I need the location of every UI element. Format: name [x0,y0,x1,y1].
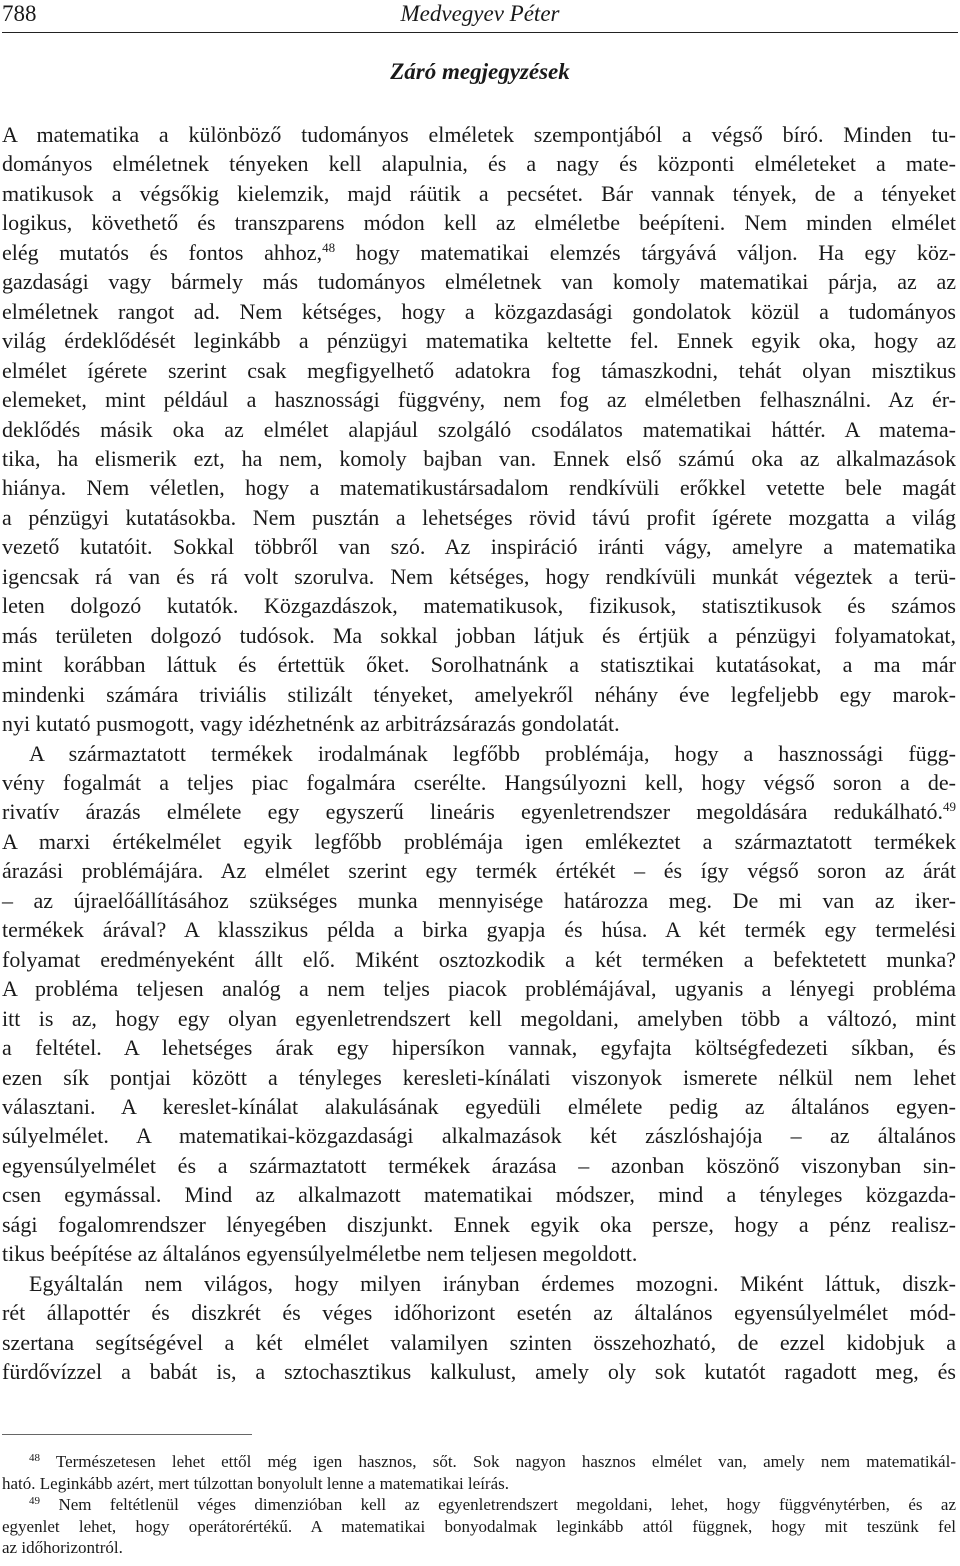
text-line: deklődés másik oka az elmélet alapjául szolgáló csodálatos matematikai háttér. A matema- [2,416,956,442]
text-line: ezen sík pontjai között a tényleges keresleti-kínálati viszonyok ismerete nélkül nem lehet [2,1064,956,1090]
text-line: elméletnek rangot ad. Nem kétséges, hogy a közgazdasági gondolatok közül a tudományos [2,298,956,324]
body-text [2,120,956,1386]
text-line: A matematika a különböző tudományos elméletek szempontjából a végső bíró. Minden tu- [2,122,956,147]
text-line: termékek árával? A klasszikus példa a birka gyapja és húsa. A két termék egy termelési [2,917,956,943]
text-line: a feltétel. A lehetséges árak egy hipersíkon vannak, egyfajta költségfedezeti síkban, és [2,1035,956,1061]
page-number: 788 [2,1,37,26]
footnote-48 [2,1451,956,1473]
footnote-number: 49 [29,1495,40,1507]
text-line: vezető kutatóit. Sokkal többről van szó. Az inspiráció iránti vágy, amelyre a matematika [2,534,956,560]
footnote-48-cont: ható. Leginkább azért, mert túlzottan bonyolult lenne a matematikai leírás. [2,1473,509,1493]
text-line: elemeket, mint például a hasznossági függvény, nem fog az elméletben felhasználni. Az ér- [2,387,956,413]
footnote-number: 48 [29,1452,40,1464]
text-line: folyamat eredményeként állt elő. Miként osztozkodik a két terméken a befektetett munka? [2,946,956,972]
text-line: leten dolgozó kutatók. Közgazdászok, matematikusok, fizikusok, statisztikusok és számos [2,593,956,619]
text-line: A probléma teljesen analóg a nem teljes piacok problémájával, ugyanis a lényegi probléma [2,976,956,1002]
text-line: fürdővízzel a babát is, a sztochasztikus kalkulust, amely oly sok kutatót ragadott meg, és [2,1359,956,1385]
page-header [2,0,958,33]
footnote-ref-48[interactable]: 48 [322,239,336,255]
text-line: a pénzügyi kutatásokba. Nem pusztán a lehetséges rövid távú profit ígérete mozgatta a világ [2,504,956,530]
text-line: szertana segítségével a két elmélet valamilyen szinten összehozható, de ezzel kidobjuk a [2,1329,956,1355]
text-fragment: elég mutatós és fontos ahhoz, [2,239,323,265]
text-line: rét állapottér és diszkrét és véges időhorizont esetén az általános egyensúlyelmélet mód- [2,1300,956,1326]
text-line: itt is az, hogy egy olyan egyenletrendszert kell megoldani, amelyben több a változó, mint [2,1005,956,1031]
text-line: mindenki számára triviális stilizált tényeket, amelyekről néhány éve legfeljebb egy marok- [2,681,956,707]
text-line: elmélet ígérete szerint csak megfigyelhető adatokra fog támaszkodni, tehát olyan misztikus [2,357,956,383]
text-line: logikus, követhető és transzparens módon kell az elméletbe beépíteni. Nem minden elmélet [2,210,956,236]
text-line: matikusok a végsőkig kielemzik, majd ráütik a pecsétet. Bár vannak tények, de a tényeket [2,180,956,206]
text-line: nyi kutató pusmogott, vagy idézhetnénk az arbitrázsárazás gondolatát. [2,711,620,737]
text-fragment: Egyáltalán nem világos, hogy milyen irányban érdemes mozogni. Miként láttuk, diszk- [29,1270,956,1296]
text-line: sági fogalomrendszer lényegében diszjunkt. Ennek egyik oka persze, hogy a pénz realisz- [2,1211,956,1237]
footnote-text: Nem feltétlenül véges dimenzióban kell az egyenletrendszert megoldani, lehet, hogy függvénytérben, és az [58,1495,957,1514]
section-title: Záró megjegyzések [390,59,570,84]
text-line: hiánya. Nem véletlen, hogy a matematikustársadalom rendkívüli erőkkel vetette bele magát [2,475,956,501]
footnote-text: Természetesen lehet ettől még igen hasznos, sőt. Sok nagyon hasznos elmélet van, amely nem matematikál- [55,1452,956,1471]
text-line: mint korábban láttuk és értettük őket. Sorolhatnánk a statisztikai kutatásokat, a ma már [2,652,956,678]
text-line [2,1269,956,1298]
footnotes [2,1451,956,1559]
text-fragment: A származtatott termékek irodalmának legfőbb problémája, hogy a hasznossági függ- [29,740,956,766]
text-line [2,739,956,768]
footnote-49 [2,1494,956,1516]
text-line: gazdasági vagy bármely más tudományos elméletnek van komoly matematikai párja, az az [2,269,956,295]
text-line: más területen dolgozó tudósok. Ma sokkal jobban látjuk és értjük a pénzügyi folyamatokat, [2,622,956,648]
text-line: igencsak rá van és rá volt szorulva. Nem kétséges, hogy rendkívüli munkát végeztek a terü- [2,563,956,589]
text-line: egyensúlyelmélet és a származtatott termékek árazása – azonban köszönő viszonyban sin- [2,1152,956,1178]
text-line: vény fogalmát a teljes piac fogalmára cserélte. Hangsúlyozni kell, hogy végső soron a de- [2,769,956,795]
footnote-49-cont: egyenlet lehet, hogy operátorértékű. A matematikai bonyodalmak leginkább attól függnek, hogy mit teszünk fel [2,1516,956,1536]
text-line: választani. A kereslet-kínálat alakulásának egyedüli elmélete pedig az általános egyen- [2,1093,956,1119]
running-head-author: Medvegyev Péter [400,1,560,26]
footnote-divider [2,1434,252,1435]
text-line: tika, ha elismerik ezt, ha nem, komoly bajban van. Ennek első számú oka az alkalmazások [2,445,956,471]
text-line [2,238,956,267]
footnote-ref-49[interactable]: 49 [943,799,956,815]
text-line [2,797,956,826]
text-line: világ érdeklődését leginkább a pénzügyi matematika keltette fel. Ennek egyik oka, hogy az [2,328,956,354]
text-line: – az újraelőállításához szükséges munka mennyisége határozza meg. De mi van az iker- [2,887,956,913]
text-fragment: rivatív árazás elmélete egy egyszerű lineáris egyenletrendszer megoldására redukálható. [2,799,943,825]
text-line: súlyelmélet. A matematikai-közgazdasági alkalmazások két zászlóshajója – az általános [2,1123,956,1149]
footnote-49-cont: az időhorizontról. [2,1538,123,1557]
text-line: tikus beépítése az általános egyensúlyelméletbe nem teljesen megoldott. [2,1241,638,1267]
text-line: dományos elméletnek tényeken kell alapulnia, és a nagy és központi elméleteket a mate- [2,151,956,177]
text-line: csen egymással. Mind az alkalmazott matematikai módszer, mind a tényleges közgazda- [2,1182,956,1208]
text-fragment: hogy matematikai elemzés tárgyává váljon. Ha egy köz- [355,239,956,265]
text-line: árazási problémájára. Az elmélet szerint egy termék értékét – és így végső soron az árát [2,858,956,884]
text-line: A marxi értékelmélet egyik legfőbb problémája igen emlékeztet a származtatott termékek [2,828,956,854]
